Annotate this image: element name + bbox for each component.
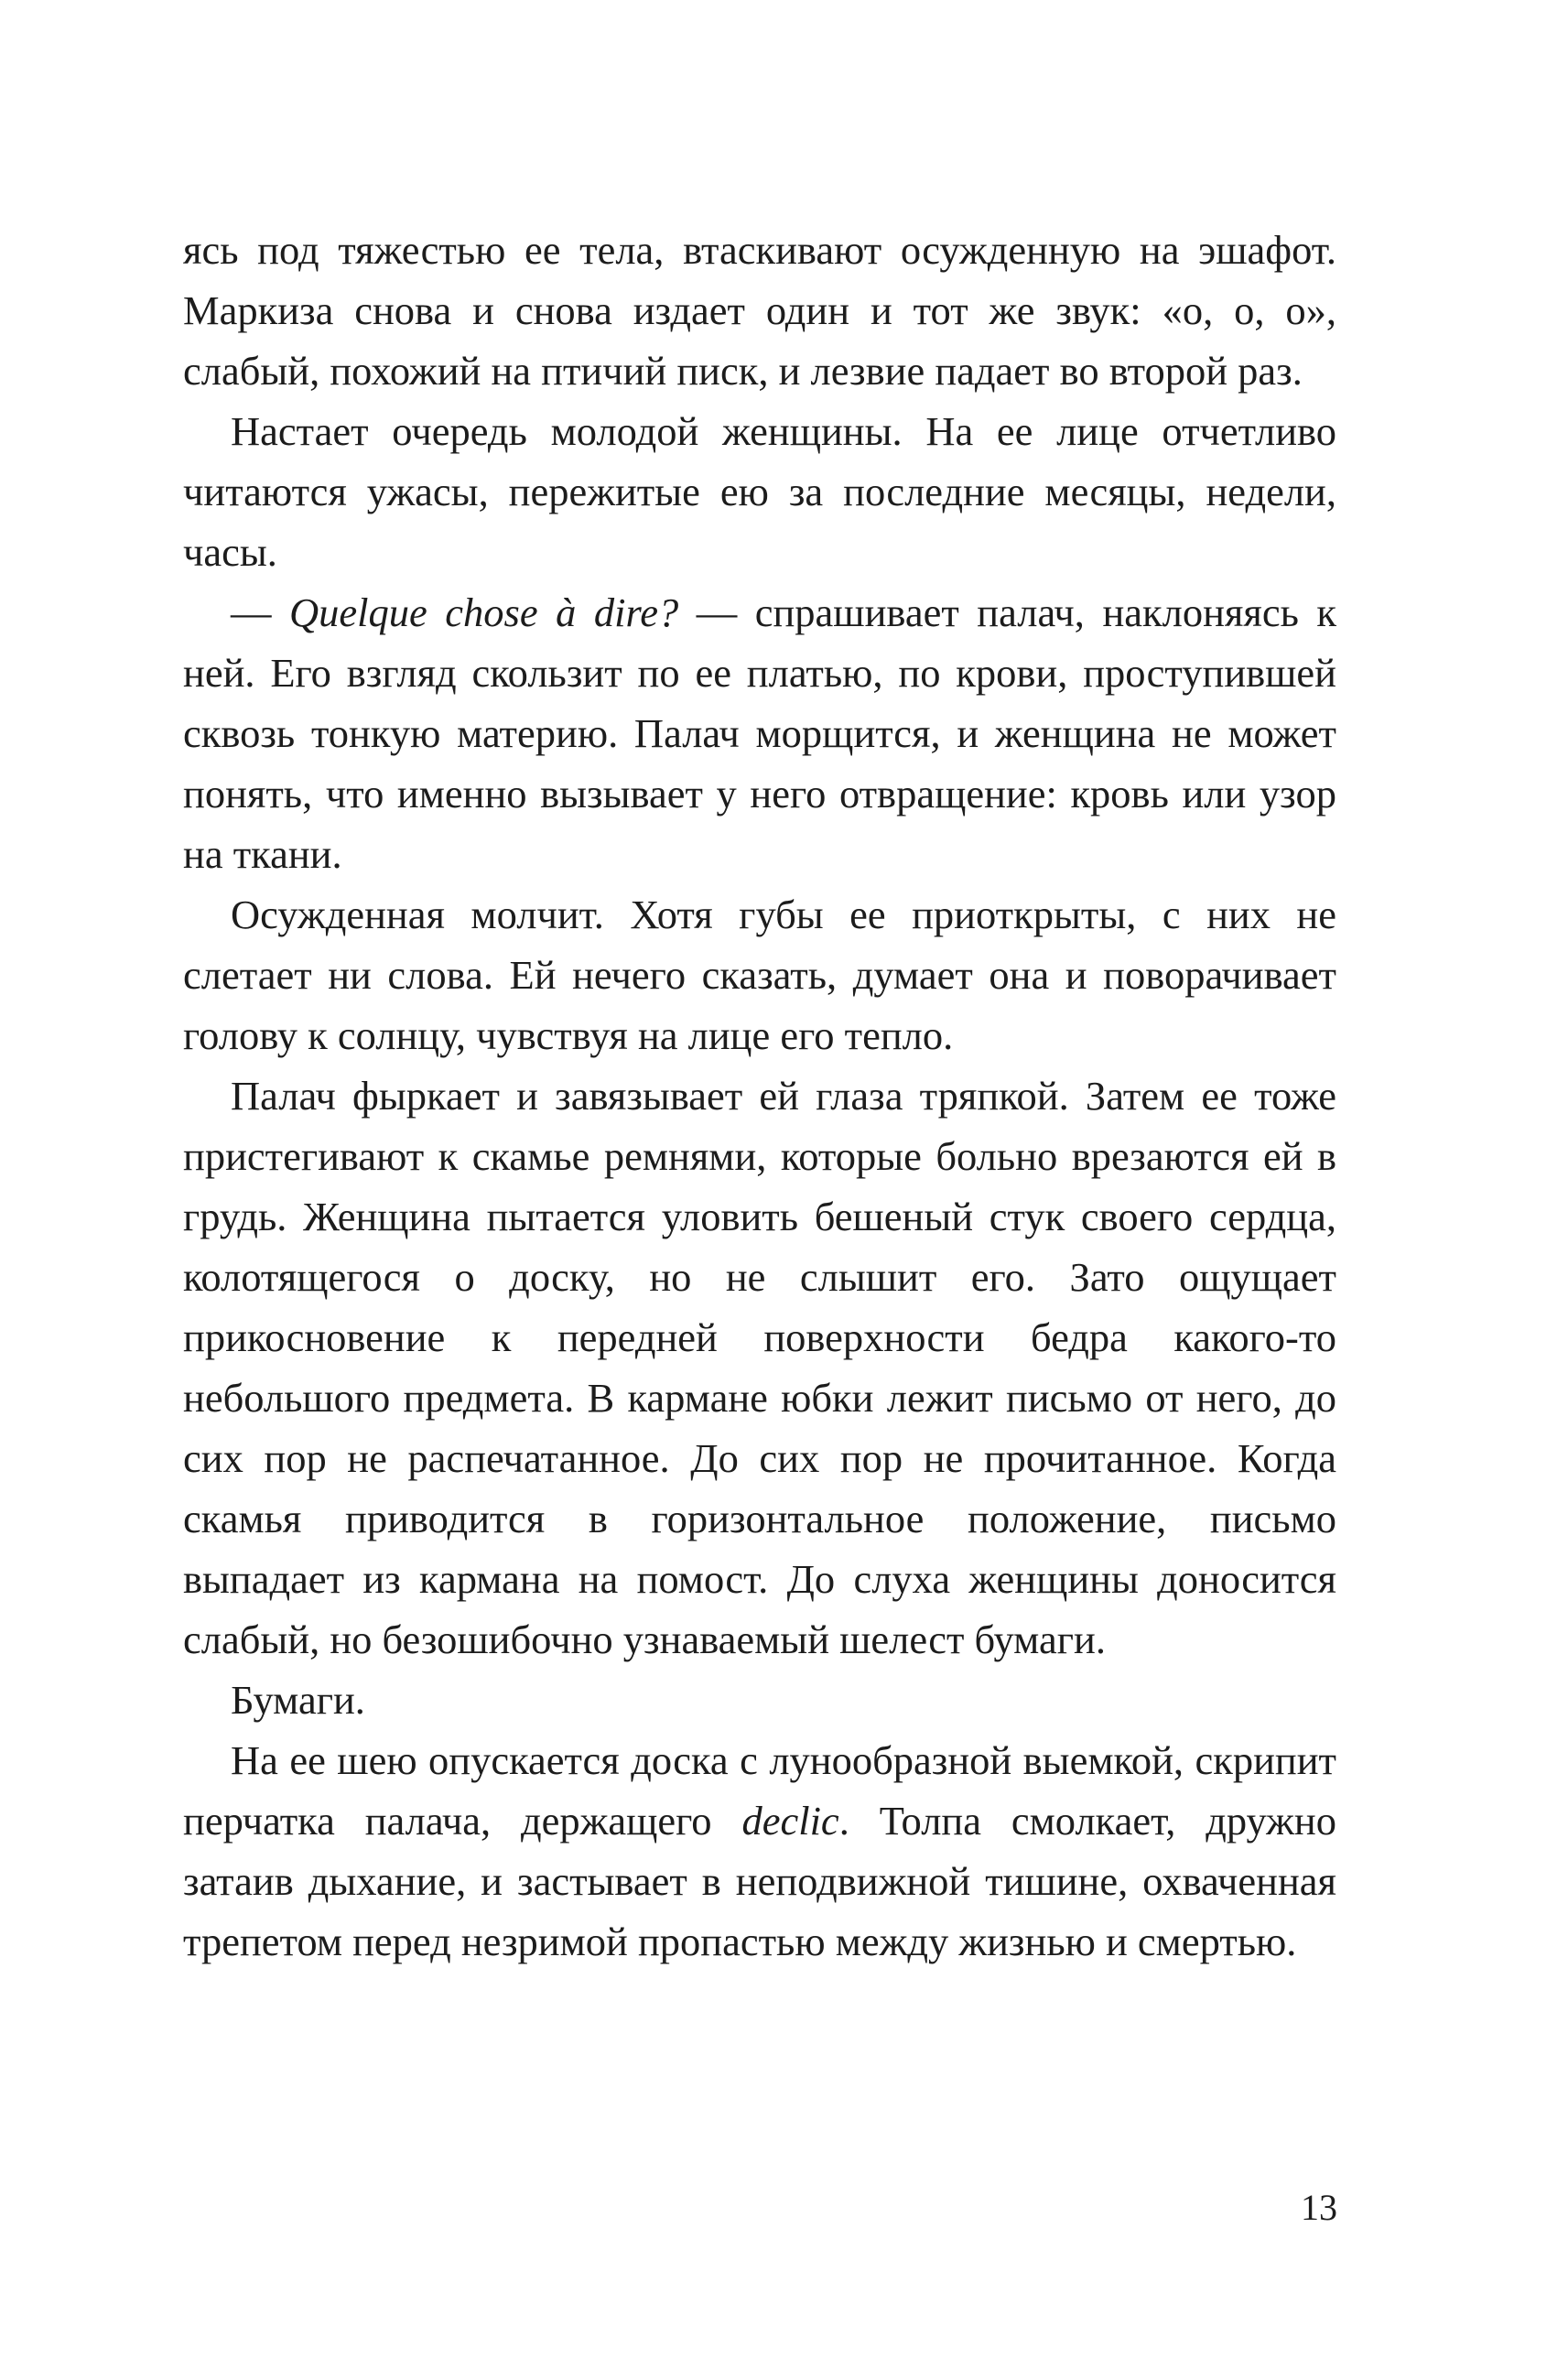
- page-number: 13: [1301, 2187, 1337, 2228]
- paragraph-4: [183, 884, 1336, 1065]
- text-run: Осужденная молчит. Хотя губы ее приоткрыты, с них не слетает ни слова. Ей нечего сказать, думает она и поворачивает голову к солнцу, чувствуя на лице его тепло.: [183, 892, 1336, 1058]
- text-run: Бумаги.: [231, 1677, 365, 1723]
- paragraph-1: [183, 220, 1336, 401]
- text-run: — спрашивает палач, наклоняясь к ней. Его взгляд скользит по ее платью, по крови, проступившей сквозь тонкую материю. Палач морщится, и женщина не может понять, что именно вызывает у него отвращение: кровь или узор на ткани.: [183, 589, 1337, 877]
- text-run: На ее шею опускается доска с лунообразной выемкой, скрипит перчатка палача, держащего: [183, 1737, 1336, 1844]
- text-run: —: [231, 589, 290, 635]
- text-run: ясь под тяжестью ее тела, втаскивают осужденную на эшафот. Маркиза снова и снова издает один и тот же звук: «о, о, о», слабый, похожий на птичий писк, и лезвие падает во второй раз.: [183, 227, 1336, 394]
- paragraph-6: [183, 1670, 1336, 1730]
- text-run: Настает очередь молодой женщины. На ее лице отчетливо читаются ужасы, пережитые ею за последние месяцы, недели, часы.: [183, 408, 1336, 575]
- text-run: . Толпа смолкает, дружно затаив дыхание, и застывает в неподвижной тишине, охваченная трепетом перед незримой пропастью между жизнью и смертью.: [183, 1798, 1336, 1964]
- paragraph-3: [183, 582, 1336, 884]
- paragraph-2: [183, 401, 1336, 582]
- italic-phrase: declic: [741, 1798, 839, 1844]
- paragraph-5: [183, 1065, 1336, 1670]
- body-text: [183, 220, 1336, 1972]
- italic-phrase: Quelque chose à dire?: [289, 589, 679, 635]
- paragraph-7: [183, 1730, 1336, 1972]
- text-run: Палач фыркает и завязывает ей глаза тряпкой. Затем ее тоже пристегивают к скамье ремнями, которые больно врезаются ей в грудь. Женщина пытается уловить бешеный стук своего сердца, колотящегося о доску, но не слышит его. Зато ощущает прикосновение к передней поверхности бедра какого-то небольшого предмета. В кармане юбки лежит письмо от него, до сих пор не распечатанное. До сих пор не прочитанное. Когда скамья приводится в горизонтальное положение, письмо выпадает из кармана на помост. До слуха женщины доносится слабый, но безошибочно узнаваемый шелест бумаги.: [183, 1073, 1336, 1662]
